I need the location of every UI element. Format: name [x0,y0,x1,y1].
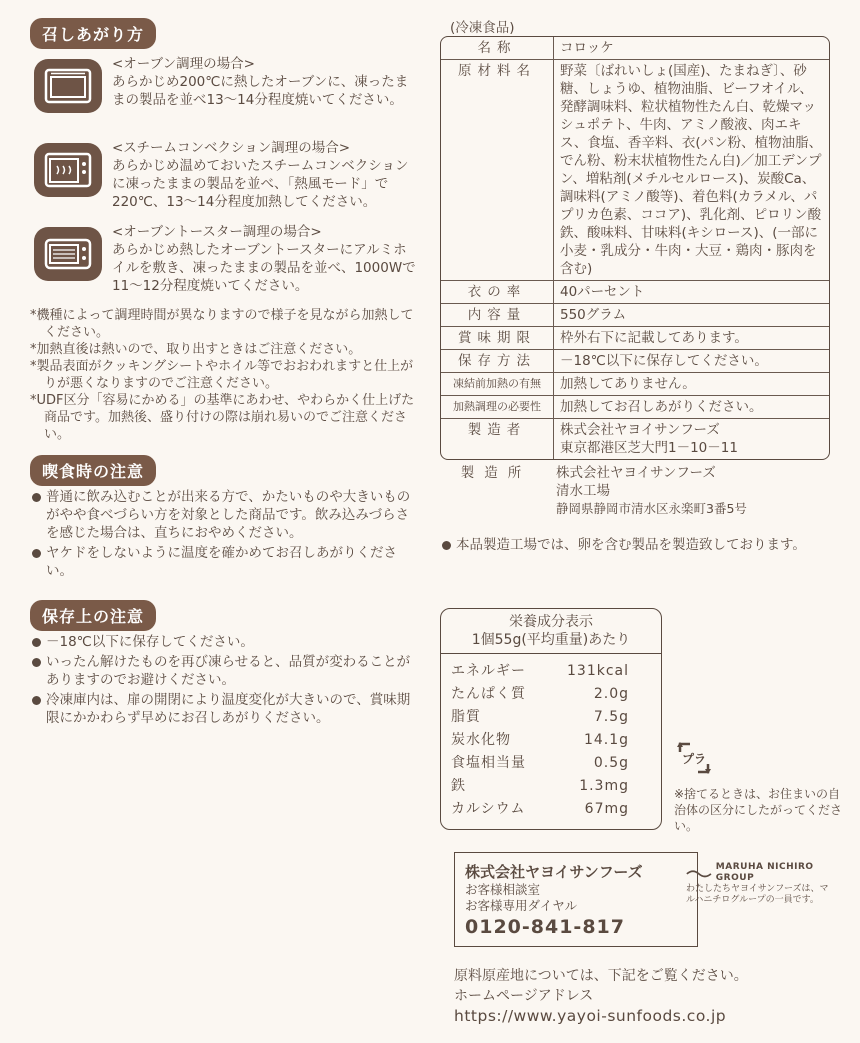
customer-service: お客様相談室 [465,882,541,897]
group-note: わたしたちヤヨイサンフーズは、マルハニチログループの一員です。 [686,884,829,905]
nutrient-value: 131kcal [567,663,629,679]
storage-item: －18℃以下に保存してください。 [30,633,420,651]
wave-logo-icon [686,868,712,878]
spec-value-text: 枠外右下に記載してあります。 [560,330,748,346]
cooking-heading: 召しあがり方 [30,18,156,49]
nutrient-name: 脂質 [451,709,481,725]
nutrient-name: 鉄 [451,778,466,794]
spec-value [554,327,830,350]
nutrient-name: たんぱく質 [451,686,526,702]
nutrition-basis: 1個55g(平均重量)あたり [471,632,631,648]
spec-row [441,419,829,460]
toaster-oven-icon [34,227,102,281]
customer-dial-label: お客様専用ダイヤル [465,898,578,913]
spec-row [441,327,829,350]
recycle-mark-text: プラ [681,752,707,766]
nutrient-value: 2.0g [593,686,629,702]
eating-item: 普通に飲み込むことが出来る方で、かたいものや大きいものがやや食べづらい方を対象とした商品です。飲み込みづらさを感じた場合は、直ちにおやめください。 [30,488,420,542]
plant-company: 株式会社ヤヨイサンフーズ [556,465,716,481]
spec-value-text: 加熱してお召しあがりください。 [560,399,763,415]
spec-value-text: －18℃以下に保存してください。 [560,353,768,369]
eating-section [30,455,420,580]
nutrient-value: 0.5g [593,755,629,771]
recycle-section [674,738,844,834]
method-oven [30,55,420,133]
spec-table [441,37,829,459]
group-logo [686,862,836,906]
nutrient-value: 7.5g [593,709,629,725]
spec-key: 製造者 [441,419,554,460]
nutrient-name: 炭水化物 [451,732,511,748]
spec-row [441,281,829,304]
spec-row [441,60,829,281]
spec-row [441,350,829,373]
spec-key: 名称 [441,37,554,60]
group-name: MARUHA NICHIRO GROUP [715,862,814,883]
recycle-note: ※捨てるときは、お住まいの自治体の区分にしたがってください。 [674,787,843,833]
method-body: あらかじめ200℃に熱したオーブンに、凍ったままの製品を並べ13～14分程度焼いてください。 [112,74,409,108]
nutrient-value: 1.3mg [579,778,629,794]
nutrient-name: 食塩相当量 [451,755,526,771]
spec-value [554,419,830,460]
egg-note: 本品製造工場では、卵を含む製品を製造致しております。 [440,536,840,554]
spec-row [441,396,829,419]
nutrition-row [451,752,651,775]
spec-key: 衣の率 [441,281,554,304]
spec-key: 凍結前加熱の有無 [441,373,554,396]
spec-value [554,350,830,373]
company-box [454,852,698,947]
storage-section [30,600,420,727]
spec-value-text: 東京都港区芝大門1－10－11 [560,440,738,456]
method-body: あらかじめ温めておいたスチームコンベクションに凍ったままの製品を並べ、「熱風モード」で220℃、13～14分程度加熱してください。 [112,158,409,210]
method-body: あらかじめ熱したオーブントースターにアルミホイルを敷き、凍ったままの製品を並べ、1000Wで11～12分程度焼いてください。 [112,242,416,294]
spec-value-text: 加熱してありません。 [560,376,696,392]
spec-value-text: 株式会社ヤヨイサンフーズ [560,422,720,438]
spec-key: 原材料名 [441,60,554,281]
nutrition-title: 栄養成分表示 [509,614,593,630]
phone-number: 0120-841-817 [465,916,625,938]
nutrition-row [451,660,651,683]
spec-key: 内容量 [441,304,554,327]
spec-key: 賞味期限 [441,327,554,350]
spec-value [554,373,830,396]
spec-value [554,304,830,327]
right-column [440,16,843,1025]
plastic-recycle-icon [674,738,714,778]
origin-note: 原料原産地については、下記をご覧ください。 [454,968,748,984]
spec-value-text: 550グラム [560,307,627,323]
nutrient-name: カルシウム [451,801,526,817]
spec-value [554,37,830,60]
homepage-url[interactable]: https://www.yayoi-sunfoods.co.jp [454,1007,727,1025]
oven-icon [34,59,102,113]
nutrition-row [451,706,651,729]
spec-row [441,373,829,396]
nutrition-panel [440,608,662,830]
storage-item: いったん解けたものを再び凍らせると、品質が変わることがありますのでお避けください。 [30,653,420,689]
storage-heading: 保存上の注意 [30,600,156,631]
spec-row [441,304,829,327]
spec-value-text: 野菜〔ばれいしょ(国産)、たまねぎ〕、砂糖、しょうゆ、植物油脂、ビーフオイル、発酵調味料、粒状植物性たん白、乾燥マッシュポテト、牛肉、アミノ酸液、肉エキス、食塩、香辛料、衣(パン粉、植物油脂、でん粉、粉末状植物性たん白)／加工デンプン、増粘剤(メチルセルロース)、炭酸Ca、調味料(アミノ酸等)、着色料(カラメル、パプリカ色素、ココア)、乳化剤、ピロリン酸鉄、酸味料、甘味料(キシロース)、(一部に小麦・乳成分・牛肉・大豆・鶏肉・豚肉を含む) [560,63,823,277]
nutrition-row [451,729,651,752]
method-toaster [30,223,420,301]
footer [454,966,748,1026]
nutrient-value: 14.1g [583,732,629,748]
cooking-note: *加熱直後は熱いので、取り出すときはご注意ください。 [30,342,362,357]
plant-info [440,464,840,518]
nutrition-row [451,683,651,706]
spec-key: 加熱調理の必要性 [441,396,554,419]
spec-row [441,37,829,60]
steam-convection-oven-icon [34,143,102,197]
spec-table-frame [440,36,830,460]
nutrition-row [451,798,651,821]
plant-name: 清水工場 [556,483,610,499]
eating-item: ヤケドをしないように温度を確かめてお召しあがりください。 [30,544,420,580]
storage-item: 冷凍庫内は、扉の開閉により温度変化が大きいので、賞味期限にかかわらず早めにお召しあがりください。 [30,691,420,727]
spec-value-text: 40パーセント [560,284,645,300]
cooking-notes [30,307,420,443]
spec-value-text: コロッケ [560,40,614,56]
nutrient-value: 67mg [584,801,629,817]
eating-heading: 喫食時の注意 [30,455,156,486]
left-column [30,18,420,727]
method-title: <オーブントースター調理の場合> [112,224,322,240]
company-name: 株式会社ヤヨイサンフーズ [465,863,643,881]
cooking-note: *製品表面がクッキングシートやホイル等でおおわれますと仕上がりが悪くなりますのでご注意ください。 [30,359,414,391]
nutrition-row [451,775,651,798]
homepage-label: ホームページアドレス [454,988,594,1004]
cooking-note: *UDF区分「容易にかめる」の基準にあわせ、やわらかく仕上げた商品です。加熱後、盛り付けの際は崩れ易いのでご注意ください。 [30,393,415,442]
plant-label: 製造所 [460,465,532,481]
spec-value [554,396,830,419]
method-steam-convection [30,139,420,217]
method-title: <オーブン調理の場合> [112,56,255,72]
spec-value [554,281,830,304]
plant-address: 静岡県静岡市清水区永楽町3番5号 [556,501,747,516]
spec-value [554,60,830,281]
method-title: <スチームコンベクション調理の場合> [112,140,351,156]
cooking-note: *機種によって調理時間が異なりますので様子を見ながら加熱してください。 [30,308,414,340]
nutrient-name: エネルギー [451,663,526,679]
frozen-food-label: (冷凍食品) [450,20,515,36]
spec-key: 保存方法 [441,350,554,373]
